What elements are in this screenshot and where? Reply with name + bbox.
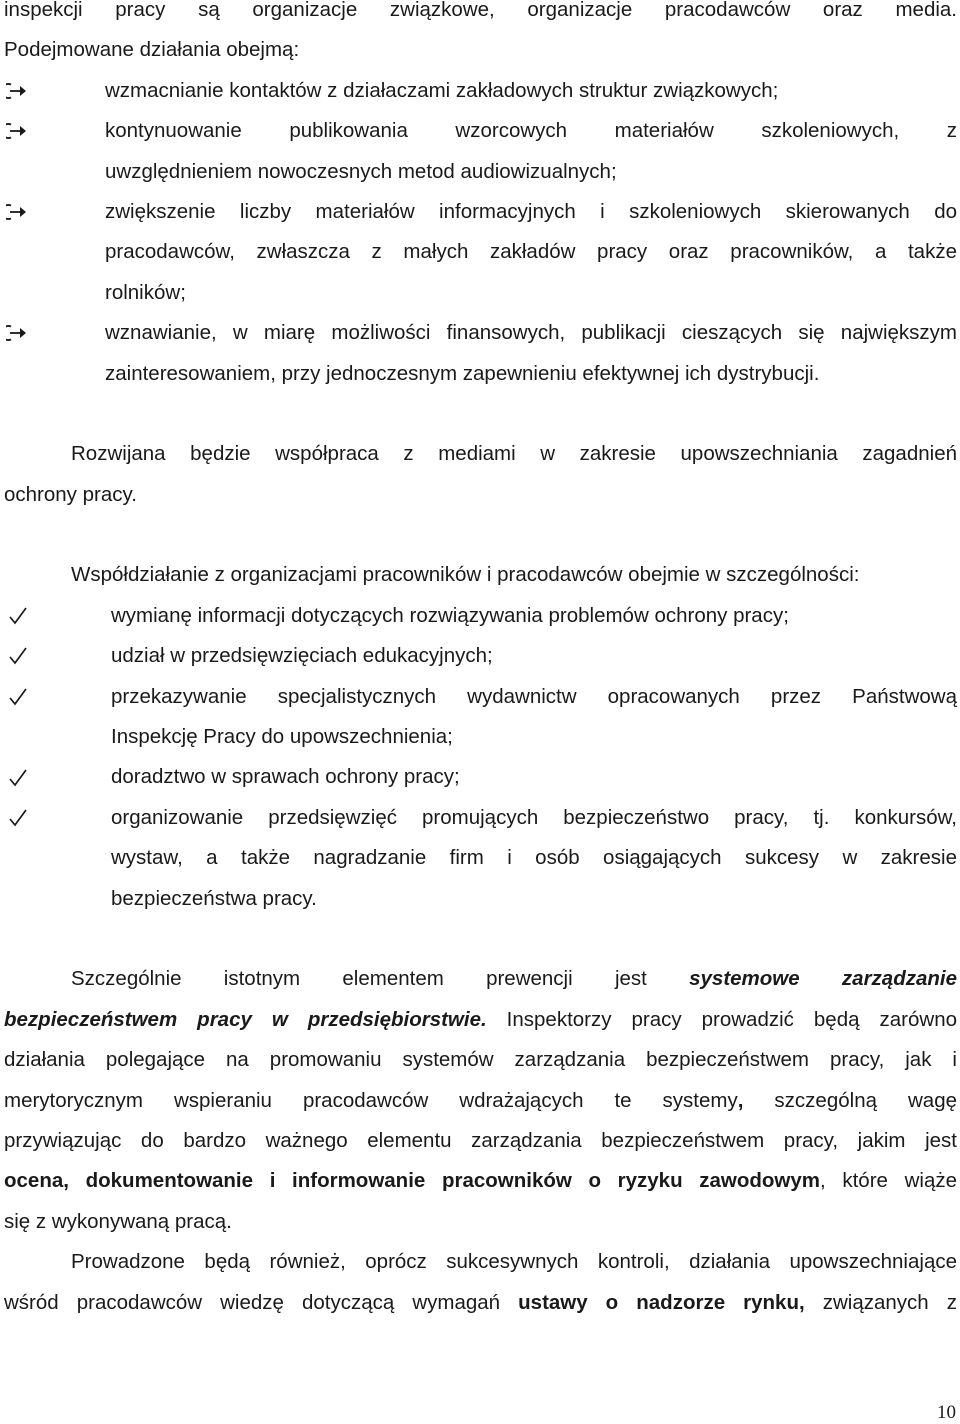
checkmark-icon [8, 798, 28, 838]
arrow-list-item [4, 71, 957, 111]
checkmark-icon [8, 757, 28, 797]
circled-arrow-icon [6, 192, 30, 232]
list-item-text: zainteresowaniem, przy jednoczesnym zapewnieniu efektywnej ich dystrybucji. [105, 361, 820, 385]
checkmark-icon [8, 636, 28, 676]
circled-arrow-icon [6, 111, 30, 151]
body-line: ochrony pracy. [4, 482, 137, 506]
body-line [4, 1000, 957, 1040]
text-run: Inspektorzy pracy prowadzić będą zarówno [486, 1007, 957, 1031]
list-item-text: rolników; [105, 280, 186, 304]
checkmark-icon [8, 677, 28, 717]
list-item-text: przekazywanie specjalistycznych wydawnictw opracowanych przez Państwową [111, 684, 957, 708]
page-number: 10 [937, 1402, 956, 1423]
paragraph-gap [4, 919, 957, 959]
list-item-text: wystaw, a także nagradzanie firm i osób osiągających sukcesy w zakresie [111, 846, 957, 870]
bold-text: ustawy o nadzorze rynku, [518, 1290, 805, 1314]
text-run: związanych z [822, 1290, 957, 1314]
body-line: inspekcji pracy są organizacje związkowe, organizacje pracodawców oraz media. [4, 0, 957, 21]
check-list-item [4, 757, 957, 797]
paragraph-gap [4, 515, 957, 555]
text-run: , które wiąże [820, 1169, 957, 1193]
paragraph-gap [4, 394, 957, 434]
list-item-text: pracodawców, zwłaszcza z małych zakładów pracy oraz pracowników, a także [105, 240, 957, 264]
list-item-text: Inspekcję Pracy do upowszechnienia; [111, 725, 453, 749]
body-line [4, 959, 957, 999]
arrow-list-item [4, 192, 957, 313]
text-run: szczególną wagę [743, 1088, 957, 1112]
body-line [4, 1283, 957, 1323]
bold-text: ocena, dokumentowanie i informowanie pracowników o ryzyku zawodowym [4, 1169, 820, 1193]
circled-arrow-icon [6, 313, 30, 353]
list-item-text: zwiększenie liczby materiałów informacyjnych i szkoleniowych skierowanych do [105, 199, 957, 223]
list-item-text: wznawianie, w miarę możliwości finansowych, publikacji cieszących się największym [105, 321, 957, 345]
bold-comma: , [737, 1088, 744, 1112]
body-line [4, 1081, 957, 1121]
list-item-text: organizowanie przedsięwzięć promujących bezpieczeństwo pracy, tj. konkursów, [111, 805, 957, 829]
body-line: Podejmowane działania obejmą: [4, 38, 300, 62]
body-line: działania polegające na promowaniu systemów zarządzania bezpieczeństwem pracy, jak i [4, 1048, 957, 1072]
text-run: wśród pracodawców wiedzę dotyczącą wymagań [4, 1290, 501, 1314]
arrow-list-item [4, 313, 957, 394]
text-run: Szczególnie istotnym elementem prewencji jest [71, 967, 647, 991]
emphasis-text: bezpieczeństwem pracy w przedsiębiorstwie. [4, 1007, 487, 1031]
emphasis-text: systemowe zarządzanie [689, 967, 957, 991]
circled-arrow-icon [6, 71, 30, 111]
list-item-text: wymianę informacji dotyczących rozwiązywania problemów ochrony pracy; [111, 603, 789, 627]
document-page [4, 0, 957, 1323]
list-item-text: wzmacnianie kontaktów z działaczami zakładowych struktur związkowych; [105, 78, 779, 102]
list-item-text: kontynuowanie publikowania wzorcowych materiałów szkoleniowych, z [105, 119, 957, 143]
check-list-item [4, 636, 957, 676]
check-list-item [4, 596, 957, 636]
body-line: Rozwijana będzie współpraca z mediami w zakresie upowszechniania zagadnień [71, 442, 957, 466]
text-run: merytorycznym wspieraniu pracodawców wdrażających te systemy [4, 1088, 738, 1112]
list-item-text: udział w przedsięwzięciach edukacyjnych; [111, 644, 493, 668]
body-line: Współdziałanie z organizacjami pracowników i pracodawców obejmie w szczególności: [71, 563, 860, 587]
arrow-list-item [4, 111, 957, 192]
check-list-item [4, 677, 957, 758]
body-line: przywiązując do bardzo ważnego elementu zarządzania bezpieczeństwem pracy, jakim jest [4, 1128, 957, 1152]
body-line: się z wykonywaną pracą. [4, 1209, 232, 1233]
list-item-text: bezpieczeństwa pracy. [111, 886, 317, 910]
body-line [4, 1161, 957, 1201]
body-line: Prowadzone będą również, oprócz sukcesywnych kontroli, działania upowszechniające [71, 1250, 957, 1274]
checkmark-icon [8, 596, 28, 636]
list-item-text: uwzględnieniem nowoczesnych metod audiowizualnych; [105, 159, 617, 183]
list-item-text: doradztwo w sprawach ochrony pracy; [111, 765, 460, 789]
check-list-item [4, 798, 957, 919]
